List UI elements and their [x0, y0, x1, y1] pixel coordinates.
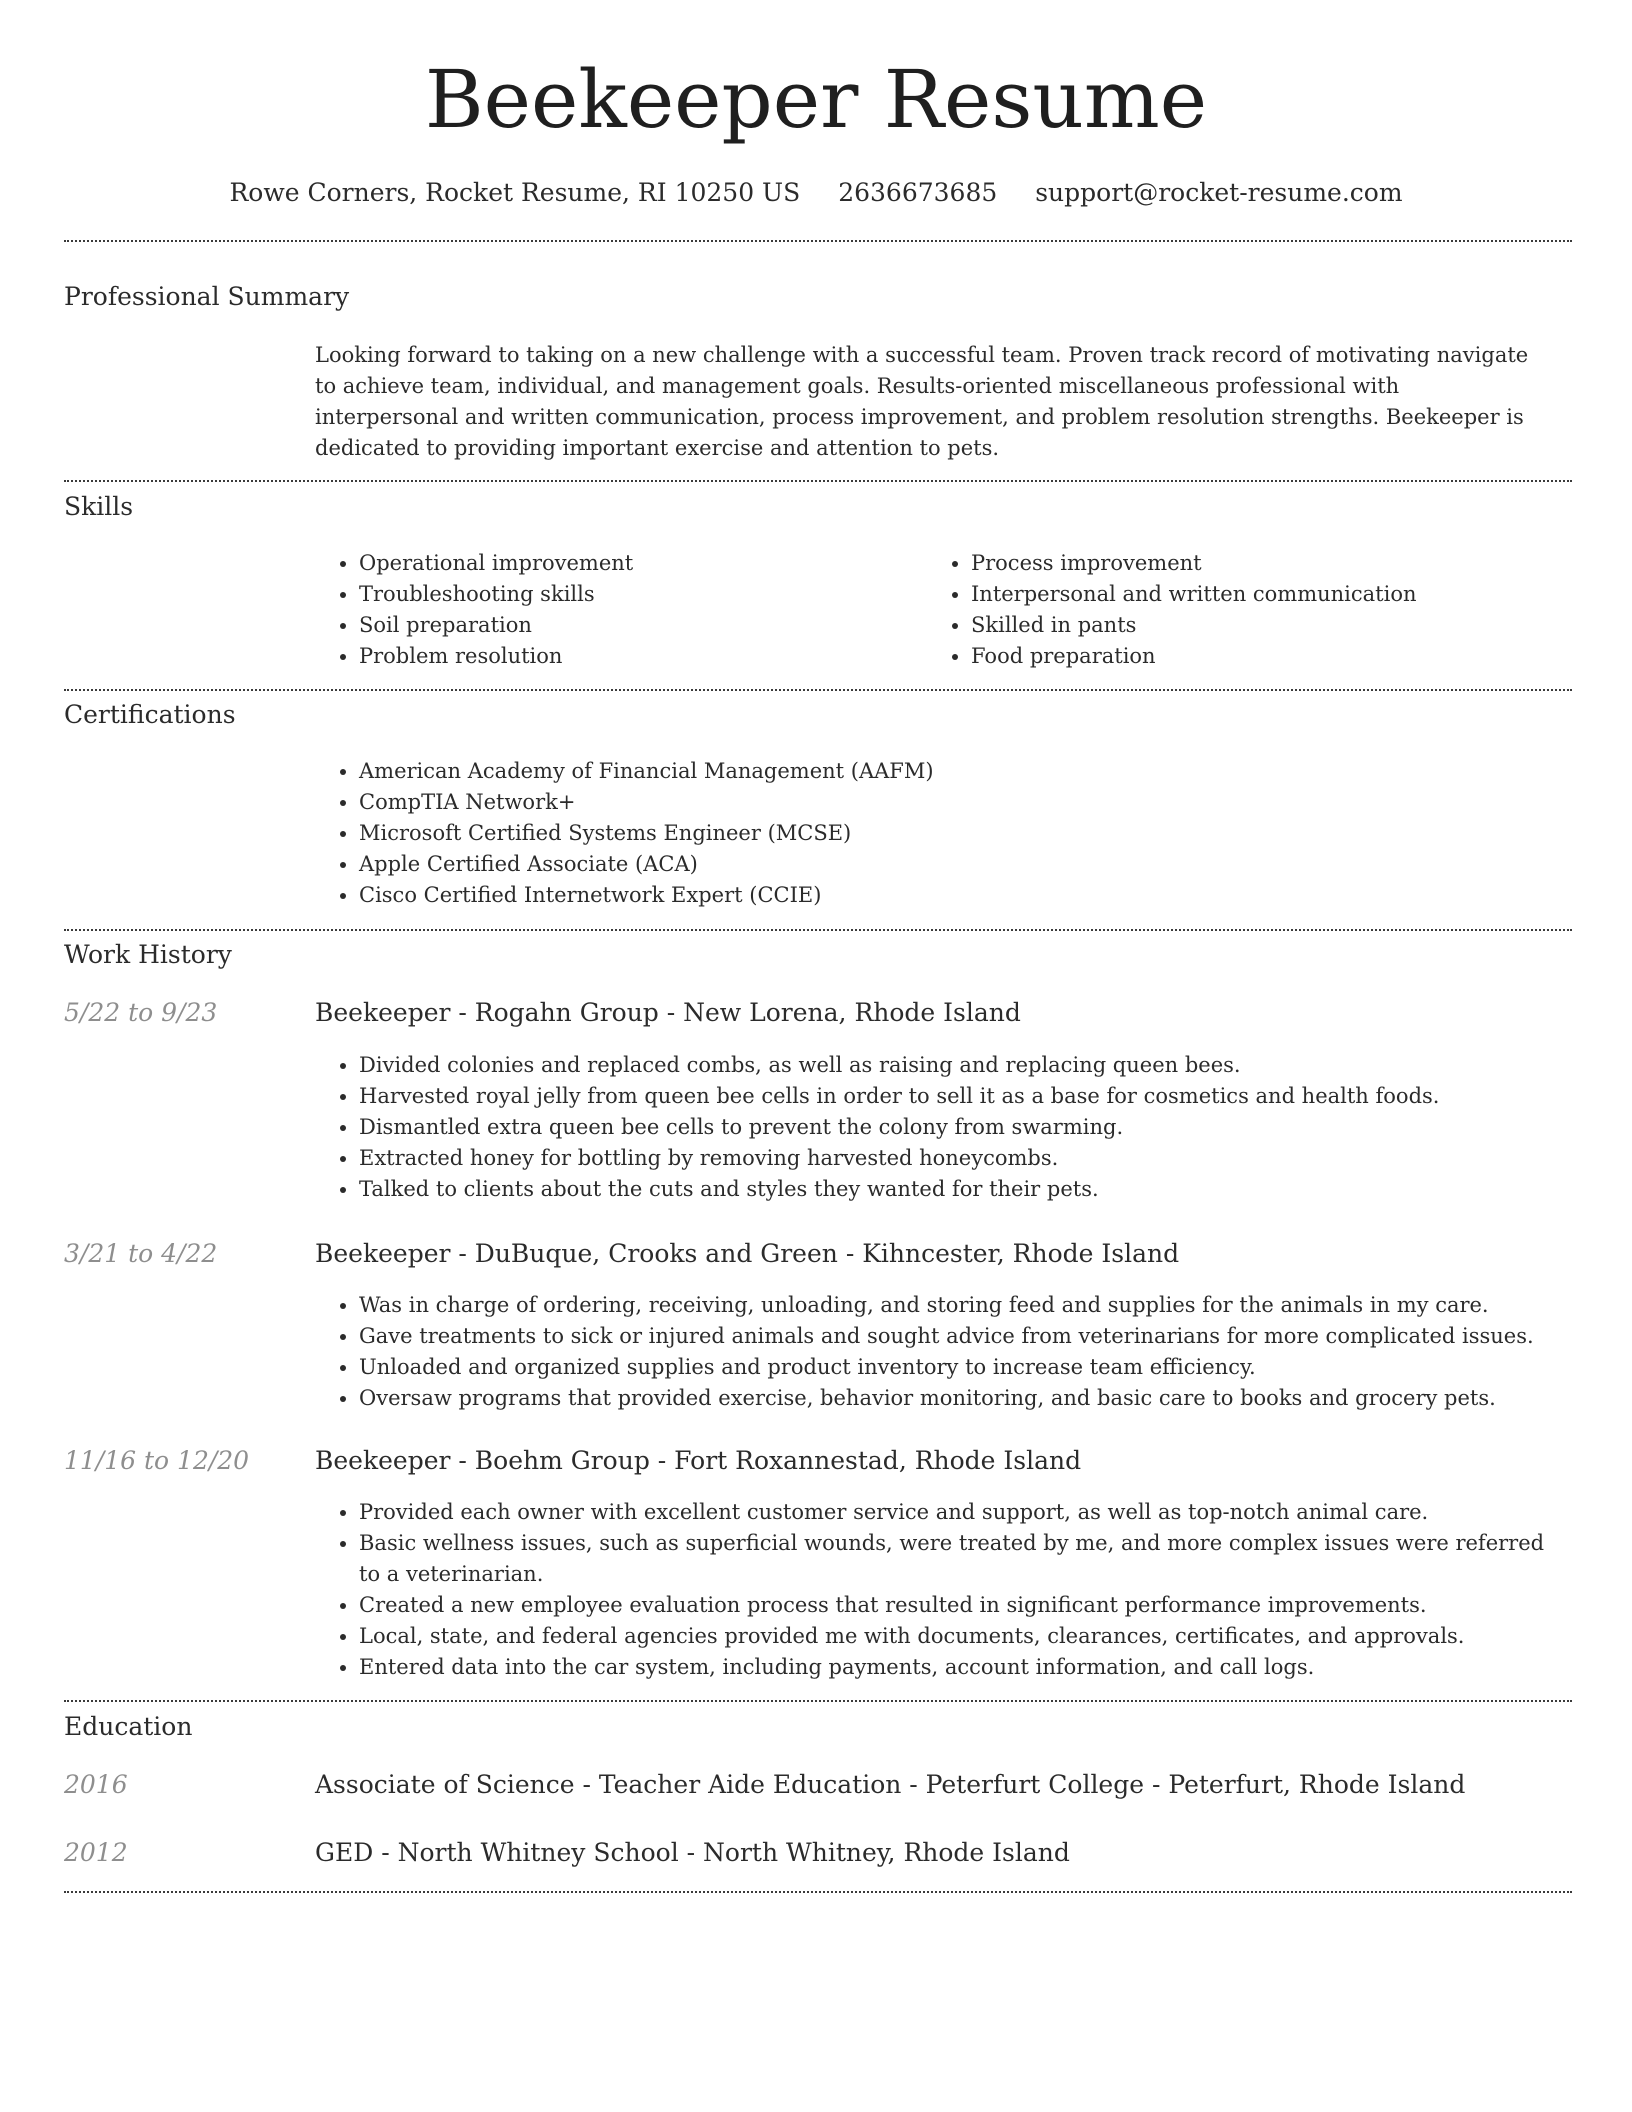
certification-item: • Apple Certified Associate (ACA) [359, 849, 1555, 880]
job-dates: 5/22 to 9/23 [64, 998, 218, 1027]
job-title: Beekeeper - Rogahn Group - New Lorena, Rhode Island [315, 998, 1021, 1027]
skills-list-right [927, 548, 1507, 672]
certification-item: • Cisco Certified Internetwork Expert (CCIE) [359, 880, 1555, 911]
contact-line [0, 178, 1632, 207]
skills-list-left [315, 548, 895, 672]
skill-item: • Skilled in pants [971, 610, 1507, 641]
job-bullet: • Provided each owner with excellent customer service and support, as well as top-notch animal care. [359, 1497, 1555, 1528]
section-divider [64, 1700, 1572, 1702]
skill-item: • Problem resolution [359, 641, 895, 672]
job-bullet: • Harvested royal jelly from queen bee cells in order to sell it as a base for cosmetics and health foods. [359, 1081, 1555, 1112]
certifications-list [315, 756, 1555, 911]
certification-item: • American Academy of Financial Management (AAFM) [359, 756, 1555, 787]
skills-heading: Skills [64, 492, 134, 521]
job-bullet: • Dismantled extra queen bee cells to prevent the colony from swarming. [359, 1112, 1555, 1143]
job-bullet: • Local, state, and federal agencies provided me with documents, clearances, certificates, and approvals. [359, 1621, 1555, 1652]
job-bullet: • Basic wellness issues, such as superficial wounds, were treated by me, and more complex issues were referred to a veterinarian. [359, 1528, 1555, 1590]
job-bullets [315, 1050, 1555, 1205]
summary-text: Looking forward to taking on a new challenge with a successful team. Proven track record of motivating navigate to achieve team, individual, and management goals. Results-oriented miscellaneous professional with interpersonal and written communication, process improvement, and problem resolution strengths. Beekeeper is dedicated to providing important exercise and attention to pets. [315, 343, 1529, 460]
section-divider [64, 1891, 1572, 1893]
job-bullet: • Extracted honey for bottling by removing harvested honeycombs. [359, 1143, 1555, 1174]
job-bullet: • Talked to clients about the cuts and styles they wanted for their pets. [359, 1174, 1555, 1205]
education-entry: GED - North Whitney School - North Whitney, Rhode Island [315, 1838, 1070, 1867]
resume-header [0, 0, 1632, 207]
job-bullet: • Gave treatments to sick or injured animals and sought advice from veterinarians for more complicated issues. [359, 1321, 1555, 1352]
job-title: Beekeeper - DuBuque, Crooks and Green - Kihncester, Rhode Island [315, 1239, 1180, 1268]
job-bullet: • Was in charge of ordering, receiving, unloading, and storing feed and supplies for the animals in my care. [359, 1290, 1555, 1321]
education-year: 2012 [64, 1838, 128, 1867]
education-heading: Education [64, 1712, 193, 1741]
job-bullet: • Entered data into the car system, including payments, account information, and call logs. [359, 1652, 1555, 1683]
section-divider [64, 929, 1572, 931]
certification-item: • Microsoft Certified Systems Engineer (MCSE) [359, 818, 1555, 849]
job-bullet: • Created a new employee evaluation process that resulted in significant performance improvements. [359, 1590, 1555, 1621]
job-bullet: • Unloaded and organized supplies and product inventory to increase team efficiency. [359, 1352, 1555, 1383]
page-title: Beekeeper Resume [424, 53, 1208, 146]
contact-email: support@rocket-resume.com [1035, 178, 1403, 207]
skill-item: • Interpersonal and written communication [971, 579, 1507, 610]
section-divider [64, 240, 1572, 242]
skill-item: • Operational improvement [359, 548, 895, 579]
education-year: 2016 [64, 1770, 128, 1799]
job-bullets [315, 1497, 1555, 1683]
skill-item: • Soil preparation [359, 610, 895, 641]
job-bullet: • Divided colonies and replaced combs, as well as raising and replacing queen bees. [359, 1050, 1555, 1081]
contact-address: Rowe Corners, Rocket Resume, RI 10250 US [229, 178, 801, 207]
skill-item: • Process improvement [971, 548, 1507, 579]
job-bullets [315, 1290, 1555, 1414]
job-bullet: • Oversaw programs that provided exercise, behavior monitoring, and basic care to books and grocery pets. [359, 1383, 1555, 1414]
certification-item: • CompTIA Network+ [359, 787, 1555, 818]
contact-phone: 2636673685 [838, 178, 998, 207]
work-history-heading: Work History [64, 940, 232, 969]
skill-item: • Food preparation [971, 641, 1507, 672]
section-divider [64, 689, 1572, 691]
job-title: Beekeeper - Boehm Group - Fort Roxannestad, Rhode Island [315, 1446, 1082, 1475]
education-entry: Associate of Science - Teacher Aide Education - Peterfurt College - Peterfurt, Rhode Island [315, 1770, 1466, 1799]
job-dates: 11/16 to 12/20 [64, 1446, 250, 1475]
summary-heading: Professional Summary [64, 282, 350, 311]
certifications-heading: Certifications [64, 700, 236, 729]
section-divider [64, 480, 1572, 482]
skill-item: • Troubleshooting skills [359, 579, 895, 610]
job-dates: 3/21 to 4/22 [64, 1239, 218, 1268]
